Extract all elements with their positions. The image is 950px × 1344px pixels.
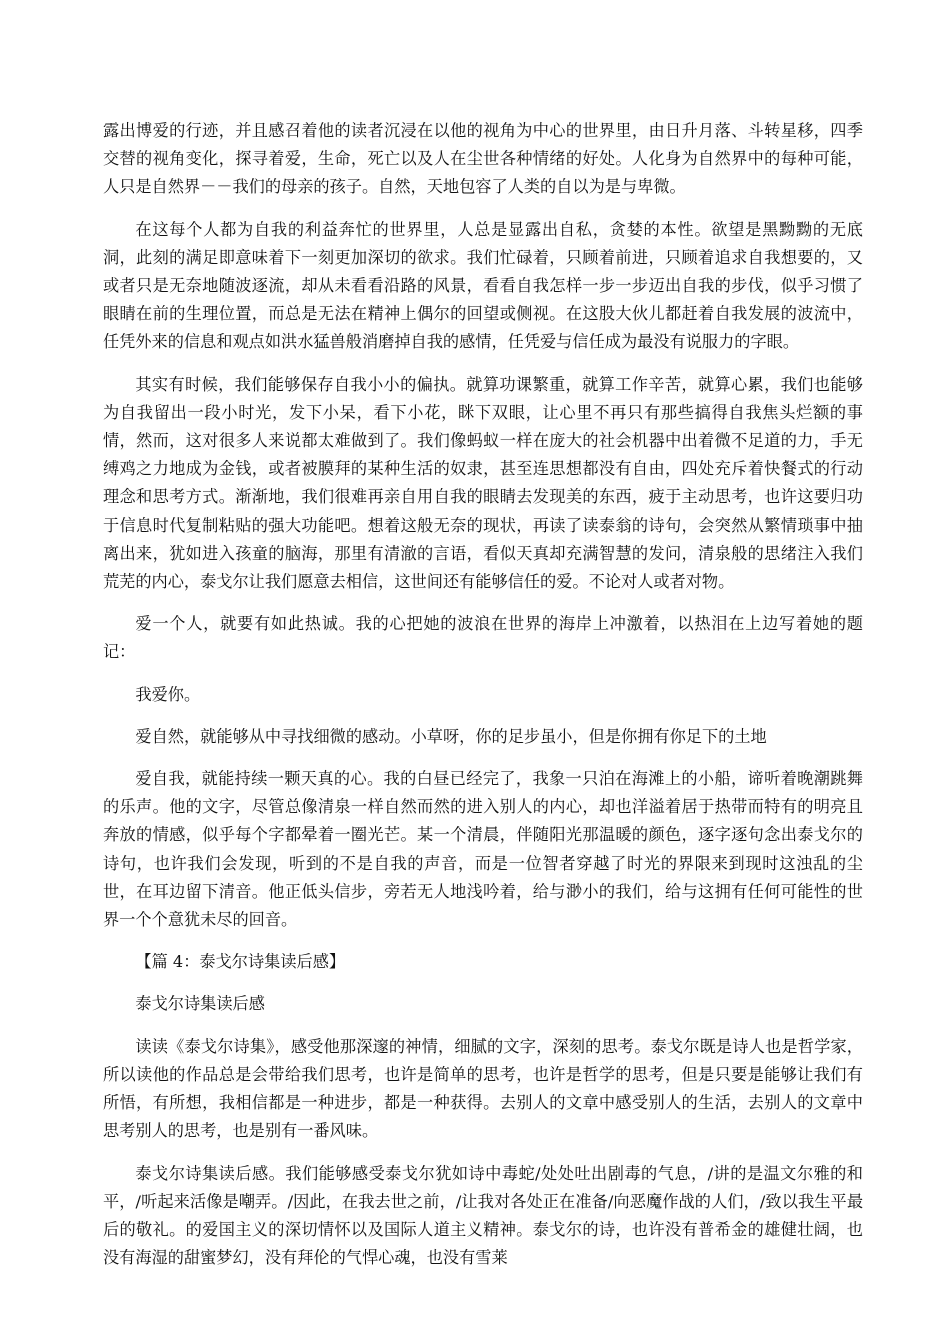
section-heading: 【篇 4：泰戈尔诗集读后感】 (135, 952, 346, 972)
paragraph-2: 在这每个人都为自我的利益奔忙的世界里，人总是显露出自私，贪婪的本性。欲望是黑黝黝的无底洞，此刻的满足即意味着下一刻更加深切的欲求。我们忙碌着，只顾着前进，只顾着追求自我想要的，又或者只是无奈地随波逐流，却从未看看沿路的风景，看看自我怎样一步一步迈出自我的步伐，似乎习惯了眼睛在前的生理位置，而总是无法在精神上偶尔的回望或侧视。在这股大伙儿都赶着自我发展的波流中，任凭外来的信息和观点如洪水猛兽般消磨掉自我的感情，任凭爱与信任成为最没有说服力的字眼。 (103, 219, 863, 352)
paragraph-7: 爱自我，就能持续一颗天真的心。我的白昼已经完了，我象一只泊在海滩上的小船，谛听着晚潮跳舞的乐声。他的文字，尽管总像清泉一样自然而然的进入别人的内心，却也洋溢着居于热带而特有的明亮且奔放的情感，似乎每个字都晕着一圈光芒。某一个清晨，伴随阳光那温暖的颜色，逐字逐句念出泰戈尔的诗句，也许我们会发现，听到的不是自我的声音，而是一位智者穿越了时光的界限来到现时这浊乱的尘世，在耳边留下清音。他正低头信步，旁若无人地浅吟着，给与渺小的我们，给与这拥有任何可能性的世界一个个意犹未尽的回音。 (103, 769, 863, 930)
section-paragraph-1: 读读《泰戈尔诗集》，感受他那深邃的神情，细腻的文字，深刻的思考。泰戈尔既是诗人也是哲学家，所以读他的作品总是会带给我们思考，也许是简单的思考，也许是哲学的思考，但是只要是能够让我们有所悟，有所想，我相信都是一种进步，都是一种获得。去别人的文章中感受别人的生活，去别人的文章中思考别人的思考，也是别有一番风味。 (103, 1036, 863, 1141)
section-paragraph-2: 泰戈尔诗集读后感。我们能够感受泰戈尔犹如诗中毒蛇/处处吐出剧毒的气息，/讲的是温文尔雅的和平，/听起来活像是嘲弄。/因此，在我去世之前，/让我对各处正在准备/向恶魔作战的人们，/致以我生平最后的敬礼。的爱国主义的深切情怀以及国际人道主义精神。泰戈尔的诗，也许没有普希金的雄健壮阔，也没有海湿的甜蜜梦幻，没有拜伦的气悍心魂，也没有雪莱 (103, 1163, 863, 1268)
paragraph-1: 露出博爱的行迹，并且感召着他的读者沉浸在以他的视角为中心的世界里，由日升月落、斗转星移，四季交替的视角变化，探寻着爱，生命，死亡以及人在尘世各种情绪的好处。人化身为自然界中的每种可能，人只是自然界－－我们的母亲的孩子。自然，天地包容了人类的自以为是与卑微。 (103, 121, 863, 197)
paragraph-6: 爱自然，就能够从中寻找细微的感动。小草呀，你的足步虽小，但是你拥有你足下的土地 (135, 726, 767, 746)
paragraph-5: 我爱你。 (135, 684, 201, 704)
paragraph-4: 爱一个人，就要有如此热诚。我的心把她的波浪在世界的海岸上冲激着，以热泪在上边写着她的题记： (103, 614, 863, 662)
section-title: 泰戈尔诗集读后感 (135, 994, 265, 1014)
document-page (103, 117, 863, 1286)
paragraph-3: 其实有时候，我们能够保存自我小小的偏执。就算功课繁重，就算工作辛苦，就算心累，我们也能够为自我留出一段小时光，发下小呆，看下小花，眯下双眼，让心里不再只有那些搞得自我焦头烂额的事情，然而，这对很多人来说都太难做到了。我们像蚂蚁一样在庞大的社会机器中出着微不足道的力，手无缚鸡之力地成为金钱，或者被膜拜的某种生活的奴隶，甚至连思想都没有自由，四处充斥着快餐式的行动理念和思考方式。渐渐地，我们很难再亲自用自我的眼睛去发现美的东西，疲于主动思考，也许这要归功于信息时代复制粘贴的强大功能吧。想着这般无奈的现状，再读了读泰翁的诗句，会突然从繁情琐事中抽离出来，犹如进入孩童的脑海，那里有清澈的言语，看似天真却充满智慧的发问，清泉般的思绪注入我们荒芜的内心，泰戈尔让我们愿意去相信，这世间还有能够信任的爱。不论对人或者对物。 (103, 374, 863, 592)
